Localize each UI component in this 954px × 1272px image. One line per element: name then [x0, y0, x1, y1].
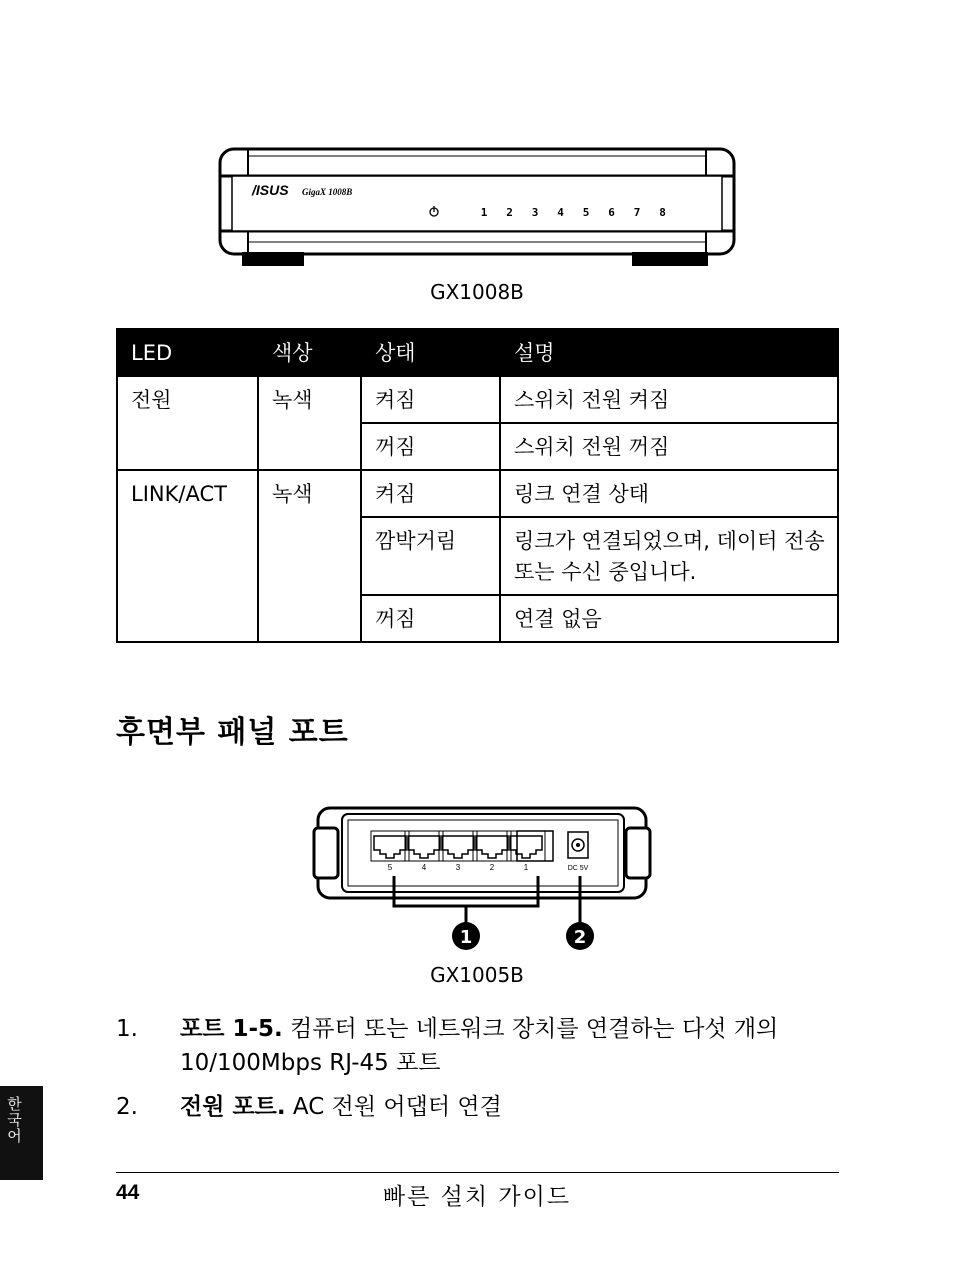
dc-label: DC 5V [567, 865, 589, 872]
header-led: LED [117, 329, 258, 376]
cell-state: 꺼짐 [361, 423, 500, 470]
table-row [117, 470, 838, 517]
callout-1-badge [452, 922, 480, 950]
brand-logo: /ISUS [252, 182, 289, 198]
front-device-caption: GX1008B [430, 280, 524, 304]
cell-led: LINK/ACT [117, 470, 258, 642]
list-item [116, 1090, 839, 1124]
cell-description: 링크 연결 상태 [500, 470, 838, 517]
cell-state: 꺼짐 [361, 595, 500, 642]
footer-title: 빠른 설치 가이드 [382, 1184, 572, 1210]
cell-state: 켜짐 [361, 376, 500, 423]
cell-color: 녹색 [258, 376, 361, 470]
front-port-number: 6 [608, 206, 615, 219]
front-port-number: 8 [659, 206, 666, 219]
section-title: 후면부 패널 포트 [116, 715, 349, 750]
list-item-body: AC 전원 어댑터 연결 [285, 1094, 502, 1120]
page-number: 44 [116, 1181, 140, 1204]
table-header-row [117, 329, 838, 376]
callout-1-label: 1 [459, 927, 473, 948]
front-device-illustration [218, 146, 738, 268]
list-item-number: 2. [116, 1094, 138, 1120]
front-port-number: 5 [582, 206, 590, 219]
list-item [116, 1012, 839, 1080]
list-item-text [180, 1012, 840, 1080]
table-row [117, 376, 838, 423]
led-status-table [116, 328, 839, 643]
language-tab-label: 한국어 [5, 1096, 23, 1144]
footer-divider [116, 1172, 839, 1173]
list-item-text [180, 1090, 840, 1124]
rear-port-number: 4 [421, 863, 427, 872]
front-port-number: 2 [506, 206, 513, 219]
list-item-body: 컴퓨터 또는 네트워크 장치를 연결하는 다섯 개의 10/100Mbps RJ-45 포트 [180, 1016, 779, 1076]
cell-description: 연결 없음 [500, 595, 838, 642]
front-port-number: 1 [480, 206, 488, 219]
list-item-heading: 전원 포트. [180, 1094, 286, 1120]
list-item-number: 1. [116, 1016, 138, 1042]
front-port-number: 4 [557, 206, 564, 219]
front-port-number: 3 [531, 206, 539, 219]
list-item-heading: 포트 1-5. [180, 1016, 283, 1042]
front-port-number: 7 [633, 206, 641, 219]
rear-port-number: 2 [489, 863, 495, 872]
rear-port-number: 5 [387, 863, 393, 872]
cell-state: 깜박거림 [361, 517, 500, 595]
rear-device-illustration [312, 806, 652, 956]
rear-port-number: 3 [455, 863, 461, 872]
cell-color: 녹색 [258, 470, 361, 642]
cell-description: 스위치 전원 켜짐 [500, 376, 838, 423]
cell-description: 스위치 전원 꺼짐 [500, 423, 838, 470]
language-tab [0, 1086, 43, 1180]
cell-led: 전원 [117, 376, 258, 470]
rear-device-caption: GX1005B [430, 963, 524, 987]
callout-2-label: 2 [573, 927, 587, 948]
header-description: 설명 [500, 329, 838, 376]
callout-2-badge [566, 922, 594, 950]
model-logo: GigaX 1008B [302, 187, 353, 197]
header-color: 색상 [258, 329, 361, 376]
cell-description: 링크가 연결되었으며, 데이터 전송 또는 수신 중입니다. [500, 517, 838, 595]
cell-state: 켜짐 [361, 470, 500, 517]
rear-port-number: 1 [523, 863, 529, 872]
header-state: 상태 [361, 329, 500, 376]
